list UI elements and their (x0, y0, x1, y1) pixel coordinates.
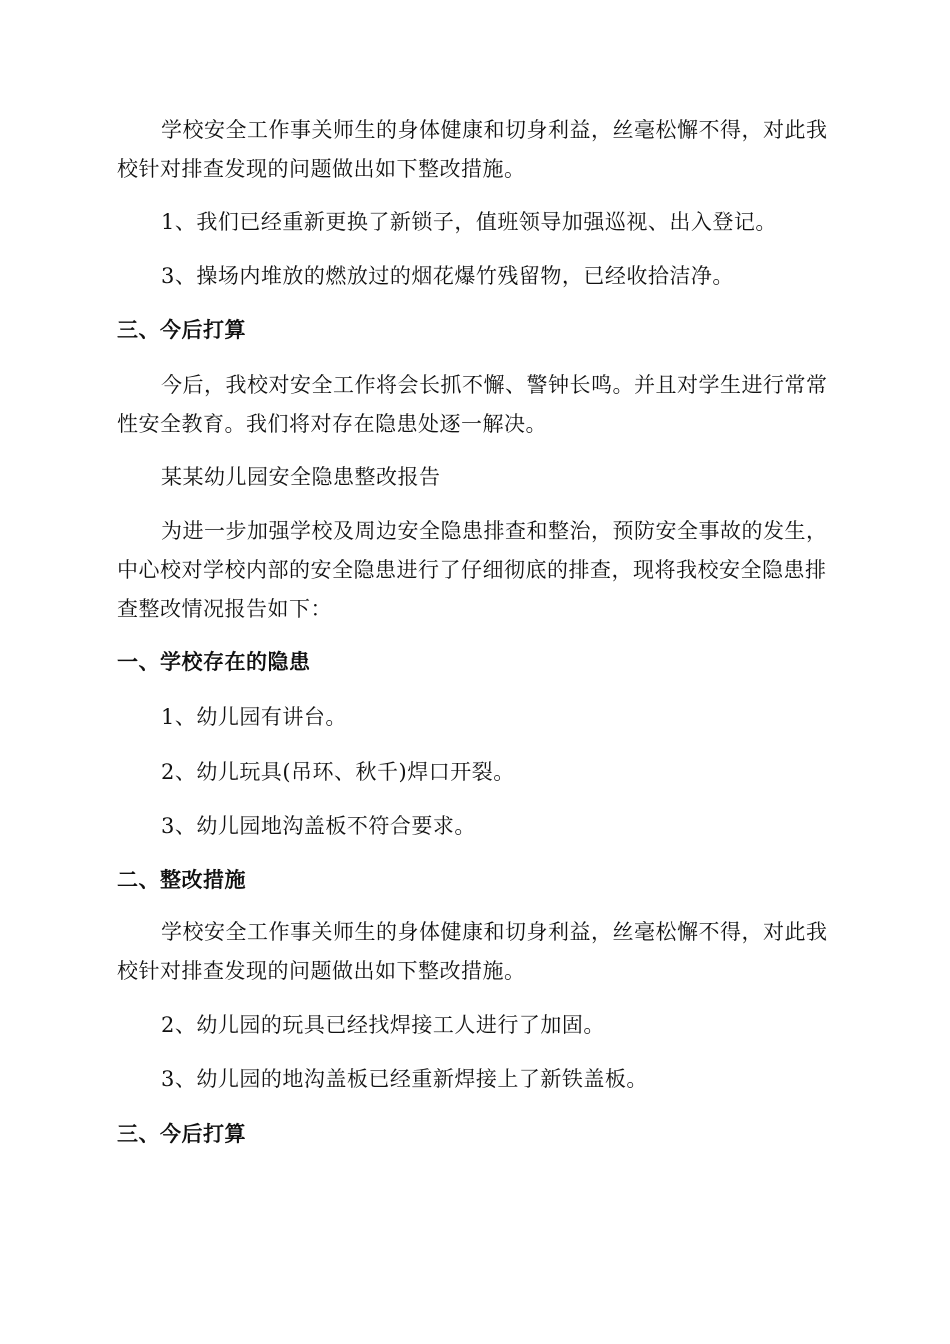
paragraph-report-intro: 为进一步加强学校及周边安全隐患排查和整治，预防安全事故的发生，中心校对学校内部的安全隐患进行了仔细彻底的排查，现将我校安全隐患排查整改情况报告如下： (117, 519, 828, 621)
paragraph-rectification-intro: 学校安全工作事关师生的身体健康和切身利益，丝毫松懈不得，对此我校针对排查发现的问题做出如下整改措施。 (117, 920, 828, 983)
hazard-item-1: 1、幼儿园有讲台。 (161, 705, 347, 729)
paragraph-new-lock: 1、我们已经重新更换了新锁子，值班领导加强巡视、出入登记。 (161, 210, 777, 234)
section-heading-future-plans: 三、今后打算 (117, 318, 246, 342)
rectification-item-2: 2、幼儿园的玩具已经找焊接工人进行了加固。 (161, 1013, 605, 1037)
paragraph-safety-measures-intro: 学校安全工作事关师生的身体健康和切身利益，丝毫松懈不得，对此我校针对排查发现的问题做出如下整改措施。 (117, 118, 828, 181)
section-heading-hazards: 一、学校存在的隐患 (117, 650, 311, 674)
report-title: 某某幼儿园安全隐患整改报告 (161, 465, 441, 489)
section-heading-rectification: 二、整改措施 (117, 868, 246, 892)
paragraph-fireworks-cleanup: 3、操场内堆放的燃放过的烟花爆竹残留物，已经收拾洁净。 (161, 264, 734, 288)
paragraph-future-plans: 今后，我校对安全工作将会长抓不懈、警钟长鸣。并且对学生进行常常性安全教育。我们将对存在隐患处逐一解决。 (117, 373, 828, 436)
hazard-item-2: 2、幼儿玩具(吊环、秋千)焊口开裂。 (161, 760, 515, 784)
hazard-item-3: 3、幼儿园地沟盖板不符合要求。 (161, 814, 476, 838)
section-heading-future-plans-2: 三、今后打算 (117, 1122, 246, 1146)
rectification-item-3: 3、幼儿园的地沟盖板已经重新焊接上了新铁盖板。 (161, 1067, 648, 1091)
